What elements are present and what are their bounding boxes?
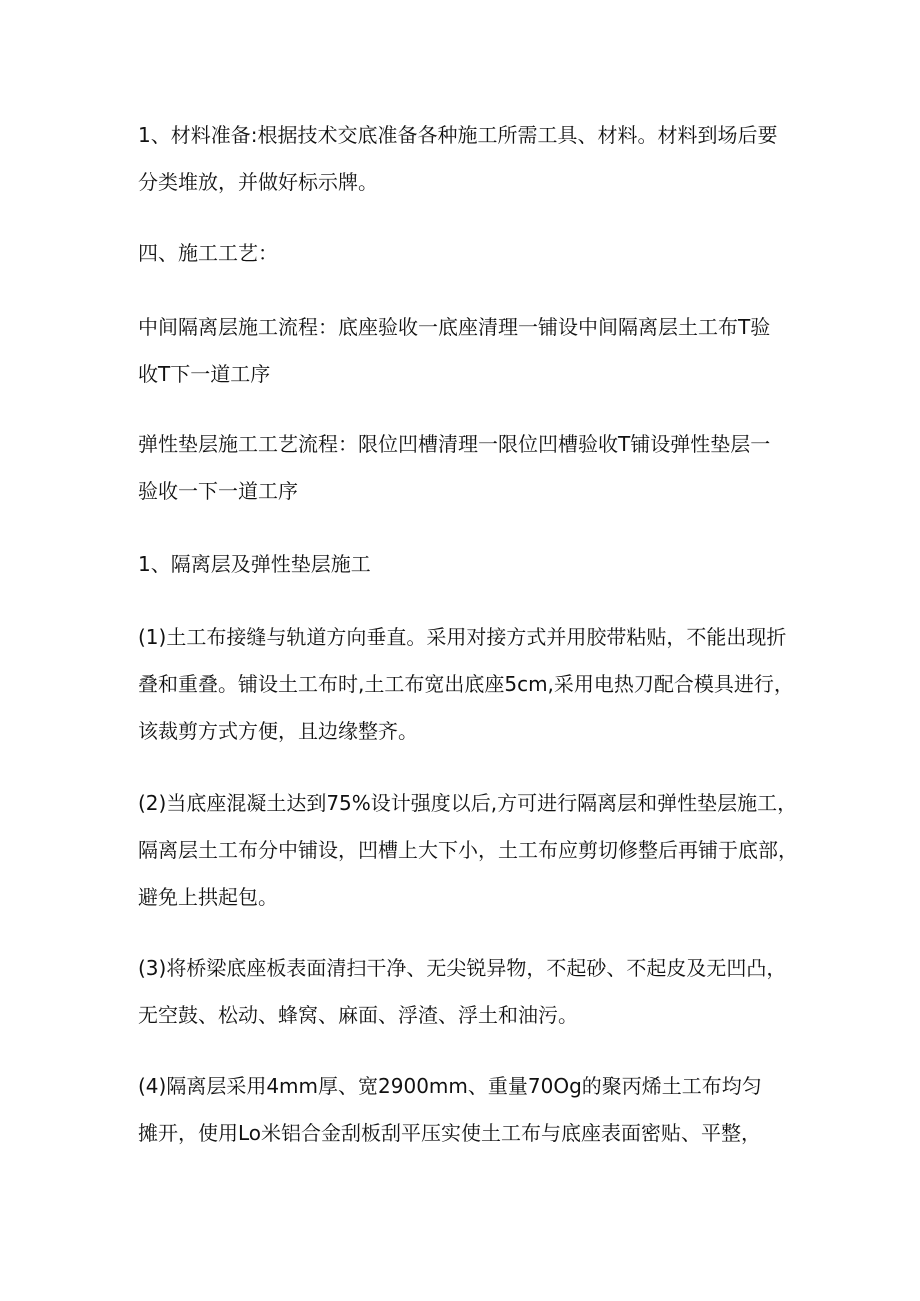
text-line: 中间隔离层施工流程：底座验收一底座清理一铺设中间隔离层土工布T验 bbox=[138, 315, 771, 339]
text-line: 摊开，使用Lo米铝合金刮板刮平压实使土工布与底座表面密贴、平整， bbox=[138, 1121, 762, 1145]
text-line: (2)当底座混凝土达到75%设计强度以后,方可进行隔离层和弹性垫层施工， bbox=[138, 791, 798, 815]
text-line: 分类堆放，并做好标示牌。 bbox=[138, 170, 378, 194]
text-line: 无空鼓、松动、蜂窝、麻面、浮渣、浮土和油污。 bbox=[138, 1003, 578, 1027]
text-line: (3)将桥梁底座板表面清扫干净、无尖锐异物，不起砂、不起皮及无凹凸， bbox=[138, 956, 787, 980]
text-line: (4)隔离层采用4mm厚、宽2900mm、重量70Og的聚丙烯土工布均匀 bbox=[138, 1074, 762, 1098]
text-line: 避免上拱起包。 bbox=[138, 885, 278, 909]
text-line: 弹性垫层施工工艺流程：限位凹槽清理一限位凹槽验收T铺设弹性垫层一 bbox=[138, 432, 771, 456]
text-line: 验收一下一道工序 bbox=[138, 479, 298, 503]
paragraph-material-preparation bbox=[138, 112, 798, 206]
section-heading-construction-process bbox=[138, 230, 798, 277]
text-line: (1)土工布接缝与轨道方向垂直。采用对接方式并用胶带粘贴，不能出现折 bbox=[138, 625, 787, 649]
text-line: 收T下一道工序 bbox=[138, 362, 271, 386]
text-line: 1、材料准备:根据技术交底准备各种施工所需工具、材料。材料到场后要 bbox=[138, 123, 778, 147]
paragraph-isolation-layer-flow bbox=[138, 304, 798, 398]
paragraph-item-4 bbox=[138, 1063, 798, 1157]
subsection-heading-isolation-and-cushion bbox=[138, 541, 798, 588]
paragraph-item-3 bbox=[138, 945, 798, 1039]
text-line: 该裁剪方式方便，且边缘整齐。 bbox=[138, 719, 418, 743]
text-line: 四、施工工艺： bbox=[138, 241, 278, 265]
paragraph-item-2 bbox=[138, 780, 798, 921]
paragraph-item-1 bbox=[138, 614, 798, 755]
text-line: 1、隔离层及弹性垫层施工 bbox=[138, 552, 371, 576]
text-line: 隔离层土工布分中铺设，凹槽上大下小，土工布应剪切修整后再铺于底部， bbox=[138, 838, 798, 862]
paragraph-elastic-cushion-flow bbox=[138, 421, 798, 515]
text-line: 叠和重叠。铺设土工布时,土工布宽出底座5cm,采用电热刀配合模具进行， bbox=[138, 672, 794, 696]
